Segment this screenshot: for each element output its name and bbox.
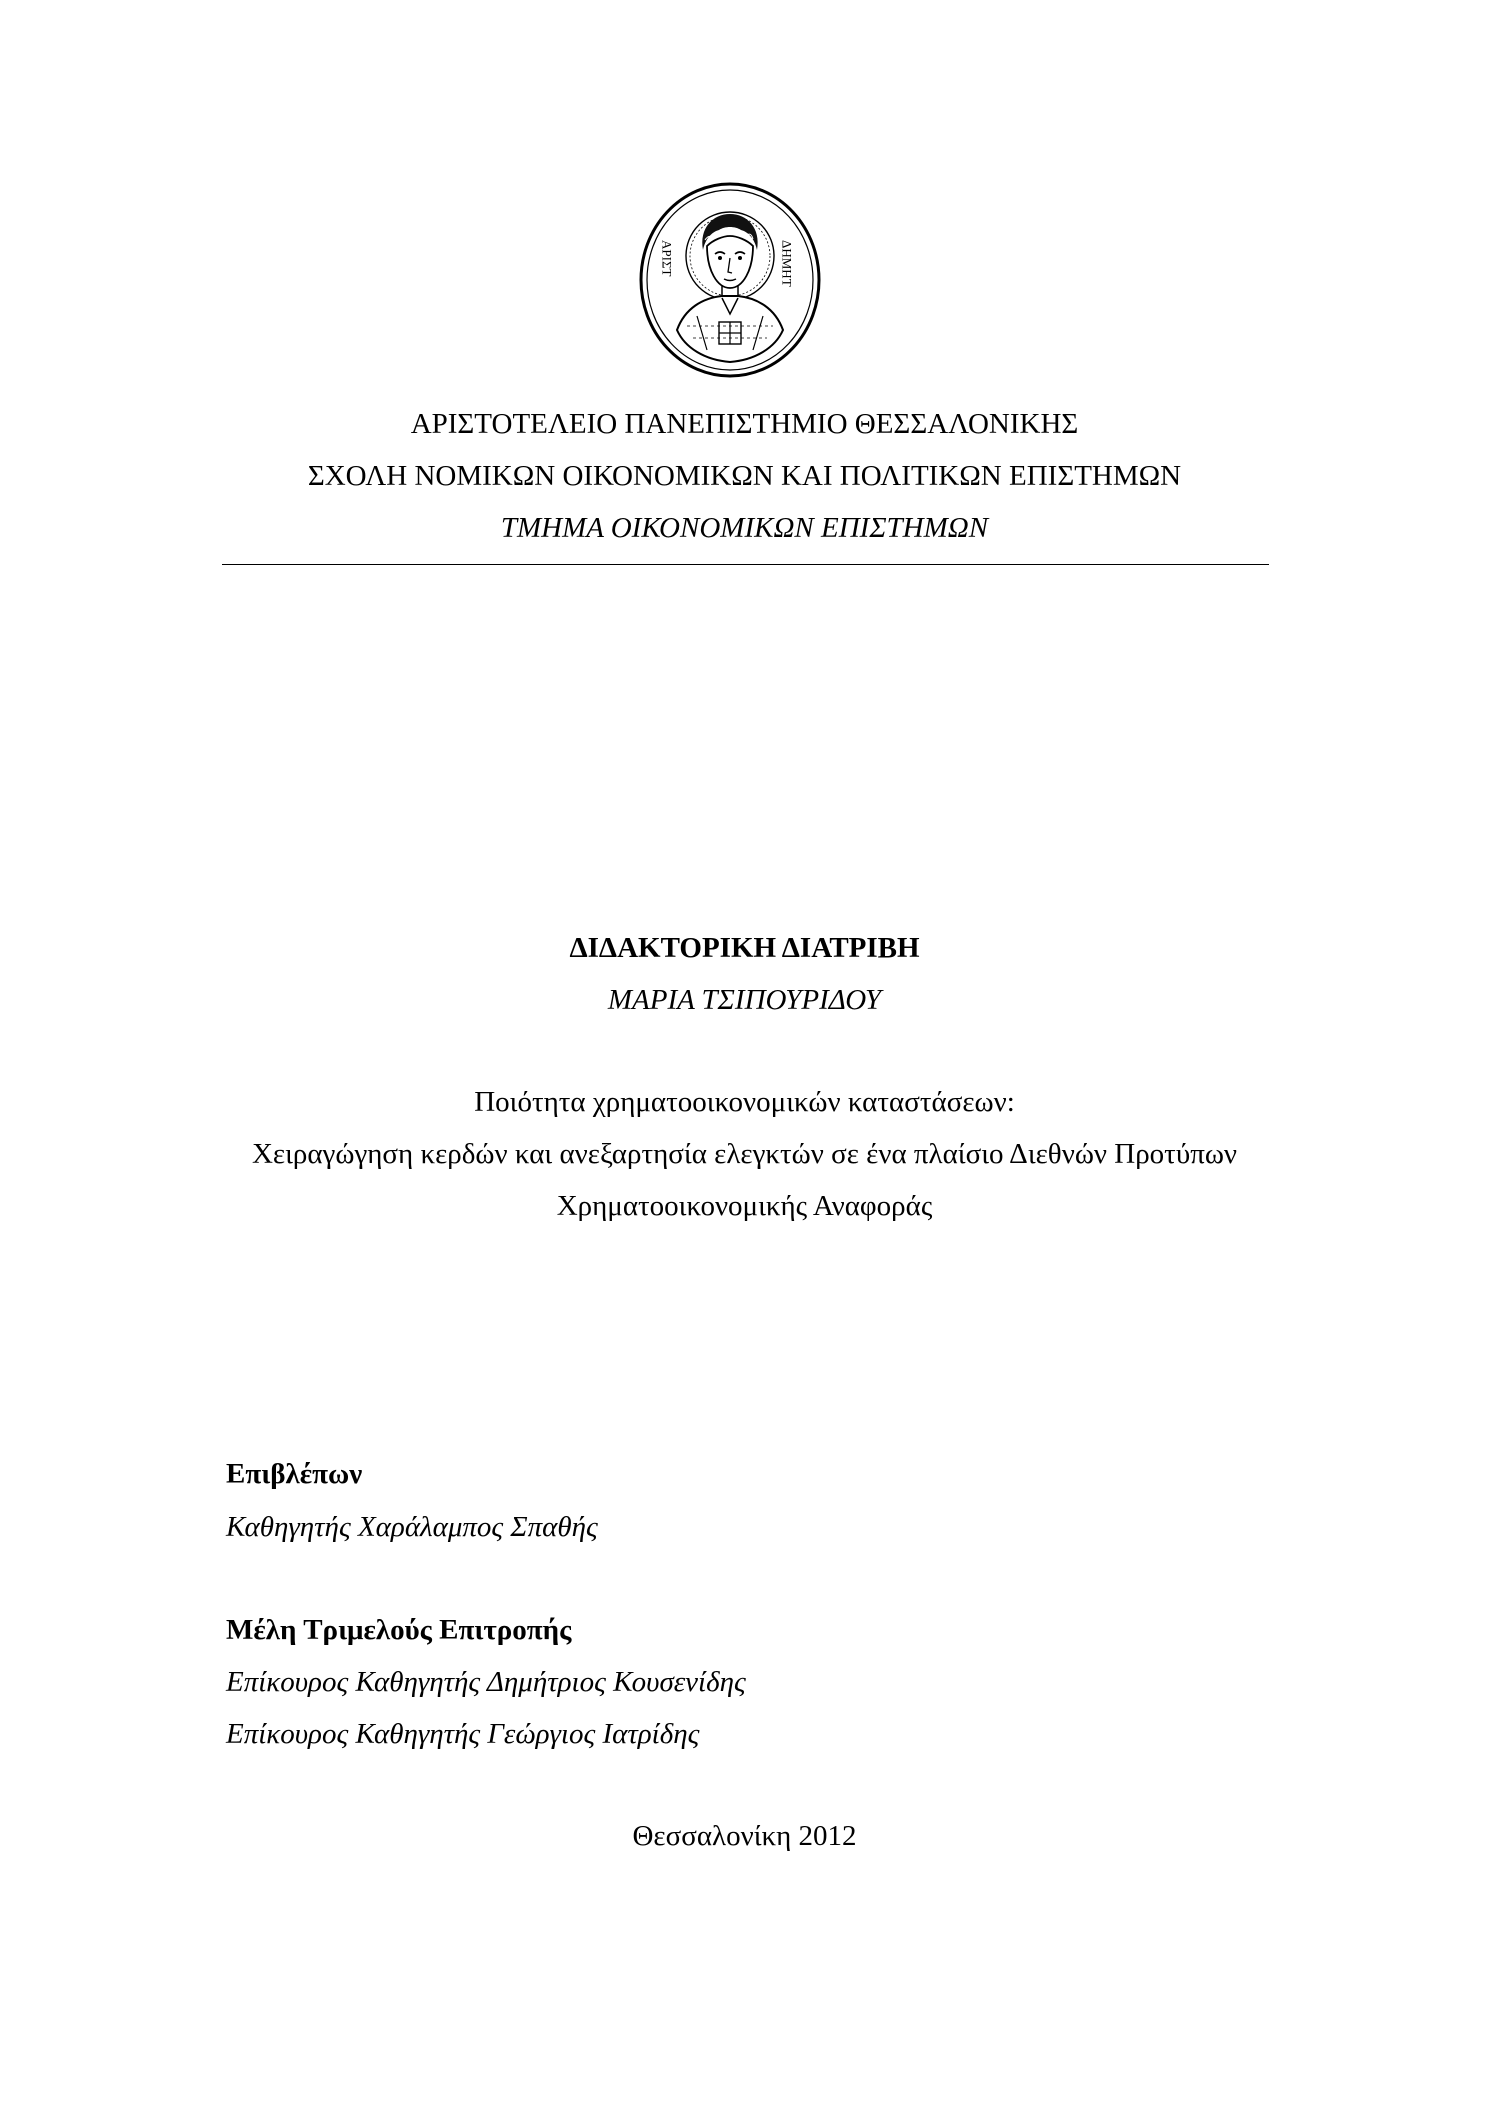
committee-member: Επίκουρος Καθηγητής Γεώργιος Ιατρίδης (226, 1718, 700, 1750)
place-and-year: Θεσσαλονίκη 2012 (632, 1820, 857, 1852)
school-name: ΣΧΟΛΗ ΝΟΜΙΚΩΝ ΟΙΚΟΝΟΜΙΚΩΝ ΚΑΙ ΠΟΛΙΤΙΚΩΝ ΕΠΙΣΤΗΜΩΝ (307, 460, 1182, 492)
university-seal-icon (637, 180, 823, 380)
author-name: ΜΑΡΙΑ ΤΣΙΠΟΥΡΙΔΟΥ (607, 984, 882, 1016)
committee-member: Επίκουρος Καθηγητής Δημήτριος Κουσενίδης (226, 1666, 746, 1698)
header-divider (222, 564, 1269, 565)
department-name: ΤΜΗΜΑ ΟΙΚΟΝΟΜΙΚΩΝ ΕΠΙΣΤΗΜΩΝ (500, 512, 989, 544)
committee-heading: Μέλη Τριμελούς Επιτροπής (226, 1614, 572, 1646)
thesis-title-line: Χρηματοοικονομικής Αναφοράς (556, 1190, 933, 1222)
svg-text:ΑΡΙΣΤ: ΑΡΙΣΤ (659, 240, 675, 277)
thesis-title-line: Χειραγώγηση κερδών και ανεξαρτησία ελεγκτών σε ένα πλαίσιο Διεθνών Προτύπων (251, 1138, 1238, 1170)
document-type: ΔΙΔΑΚΤΟΡΙΚΗ ΔΙΑΤΡΙΒΗ (569, 932, 920, 964)
thesis-title-line: Ποιότητα χρηματοοικονομικών καταστάσεων: (474, 1086, 1015, 1118)
supervisor-heading: Επιβλέπων (226, 1458, 363, 1490)
university-name: ΑΡΙΣΤΟΤΕΛΕΙΟ ΠΑΝΕΠΙΣΤΗΜΙΟ ΘΕΣΣΑΛΟΝΙΚΗΣ (410, 408, 1079, 440)
supervisor-name: Καθηγητής Χαράλαμπος Σπαθής (226, 1511, 598, 1543)
svg-text:ΔΗΜΗΤ: ΔΗΜΗΤ (779, 240, 795, 287)
